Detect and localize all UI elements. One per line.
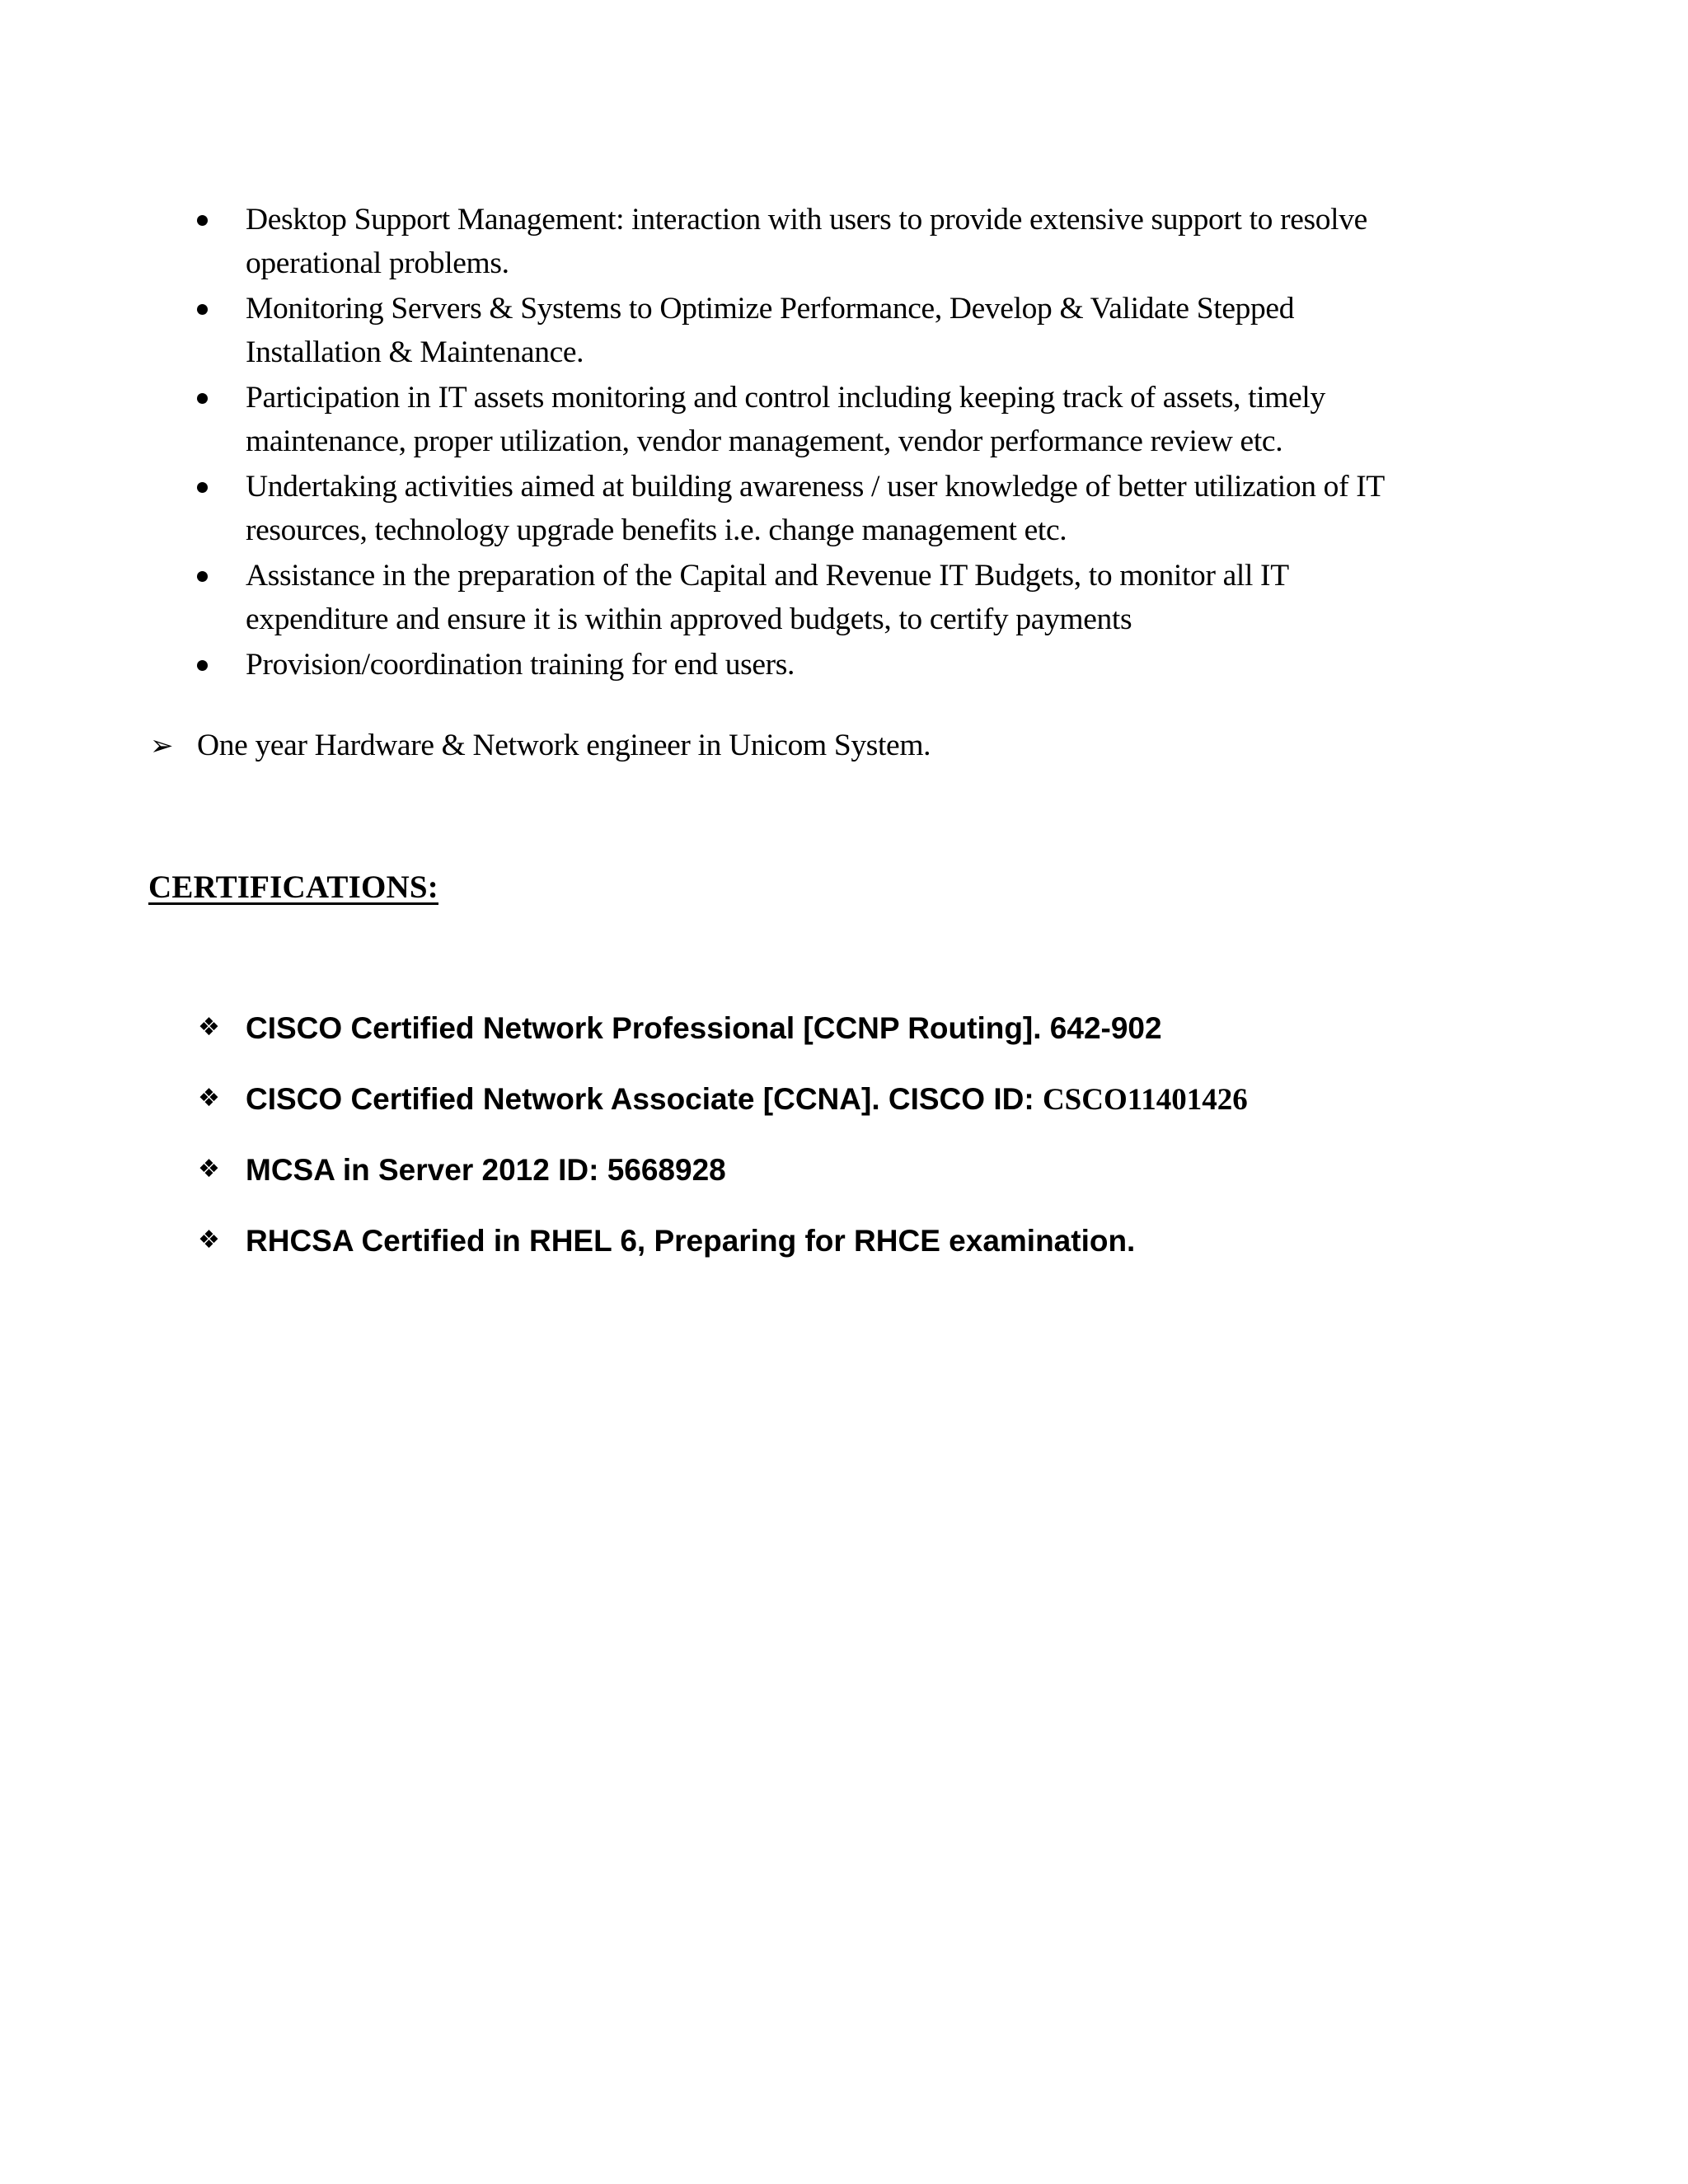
arrow-bullet-icon: ➢	[150, 731, 174, 762]
experience-text: One year Hardware & Network engineer in Unicom System.	[197, 729, 931, 762]
certifications-heading: CERTIFICATIONS:	[148, 869, 438, 905]
duty-line: Participation in IT assets monitoring and control including keeping track of assets, timely	[246, 381, 1325, 415]
bullet-dot-icon	[197, 393, 208, 404]
duty-line: maintenance, proper utilization, vendor management, vendor performance review etc.	[246, 424, 1283, 458]
list-item	[0, 376, 1490, 463]
cisco-id: CSCO11401426	[1042, 1083, 1248, 1117]
list-item	[0, 465, 1490, 552]
list-item	[0, 198, 1490, 285]
list-item	[0, 1078, 1688, 1149]
list-item	[0, 643, 1490, 687]
bullet-dot-icon	[197, 571, 208, 582]
duty-line: Monitoring Servers & Systems to Optimize Performance, Develop & Validate Stepped	[246, 292, 1295, 326]
diamond-bullet-icon: ❖	[198, 1226, 220, 1254]
certifications-list	[0, 1007, 1688, 1291]
duty-line: operational problems.	[246, 246, 509, 280]
duty-line: Installation & Maintenance.	[246, 335, 584, 369]
list-item	[0, 1007, 1688, 1078]
experience-entry	[150, 724, 931, 768]
duty-line: Provision/coordination training for end users.	[246, 648, 795, 682]
list-item	[0, 1149, 1688, 1220]
duty-line: Desktop Support Management: interaction with users to provide extensive support to resolve	[246, 203, 1367, 237]
duty-line: resources, technology upgrade benefits i.e. change management etc.	[246, 513, 1067, 547]
cert-text: MCSA in Server 2012 ID: 5668928	[246, 1153, 726, 1187]
bullet-dot-icon	[197, 482, 208, 493]
list-item	[0, 554, 1490, 641]
cert-text: RHCSA Certified in RHEL 6, Preparing for RHCE examination.	[246, 1224, 1136, 1258]
cert-text: CISCO Certified Network Professional [CCNP Routing]. 642-902	[246, 1011, 1162, 1045]
duties-list	[0, 198, 1688, 688]
cert-text: CISCO Certified Network Associate [CCNA]. CISCO ID:	[246, 1082, 1043, 1116]
diamond-bullet-icon: ❖	[198, 1014, 220, 1041]
duty-line: expenditure and ensure it is within approved budgets, to certify payments	[246, 602, 1132, 636]
list-item	[0, 287, 1490, 374]
list-item	[0, 1220, 1688, 1291]
duty-line: Undertaking activities aimed at building awareness / user knowledge of better utilization of IT	[246, 470, 1385, 504]
bullet-dot-icon	[197, 304, 208, 315]
bullet-dot-icon	[197, 215, 208, 226]
bullet-dot-icon	[197, 660, 208, 671]
diamond-bullet-icon: ❖	[198, 1085, 220, 1112]
duty-line: Assistance in the preparation of the Capital and Revenue IT Budgets, to monitor all IT	[246, 559, 1289, 593]
diamond-bullet-icon: ❖	[198, 1155, 220, 1183]
